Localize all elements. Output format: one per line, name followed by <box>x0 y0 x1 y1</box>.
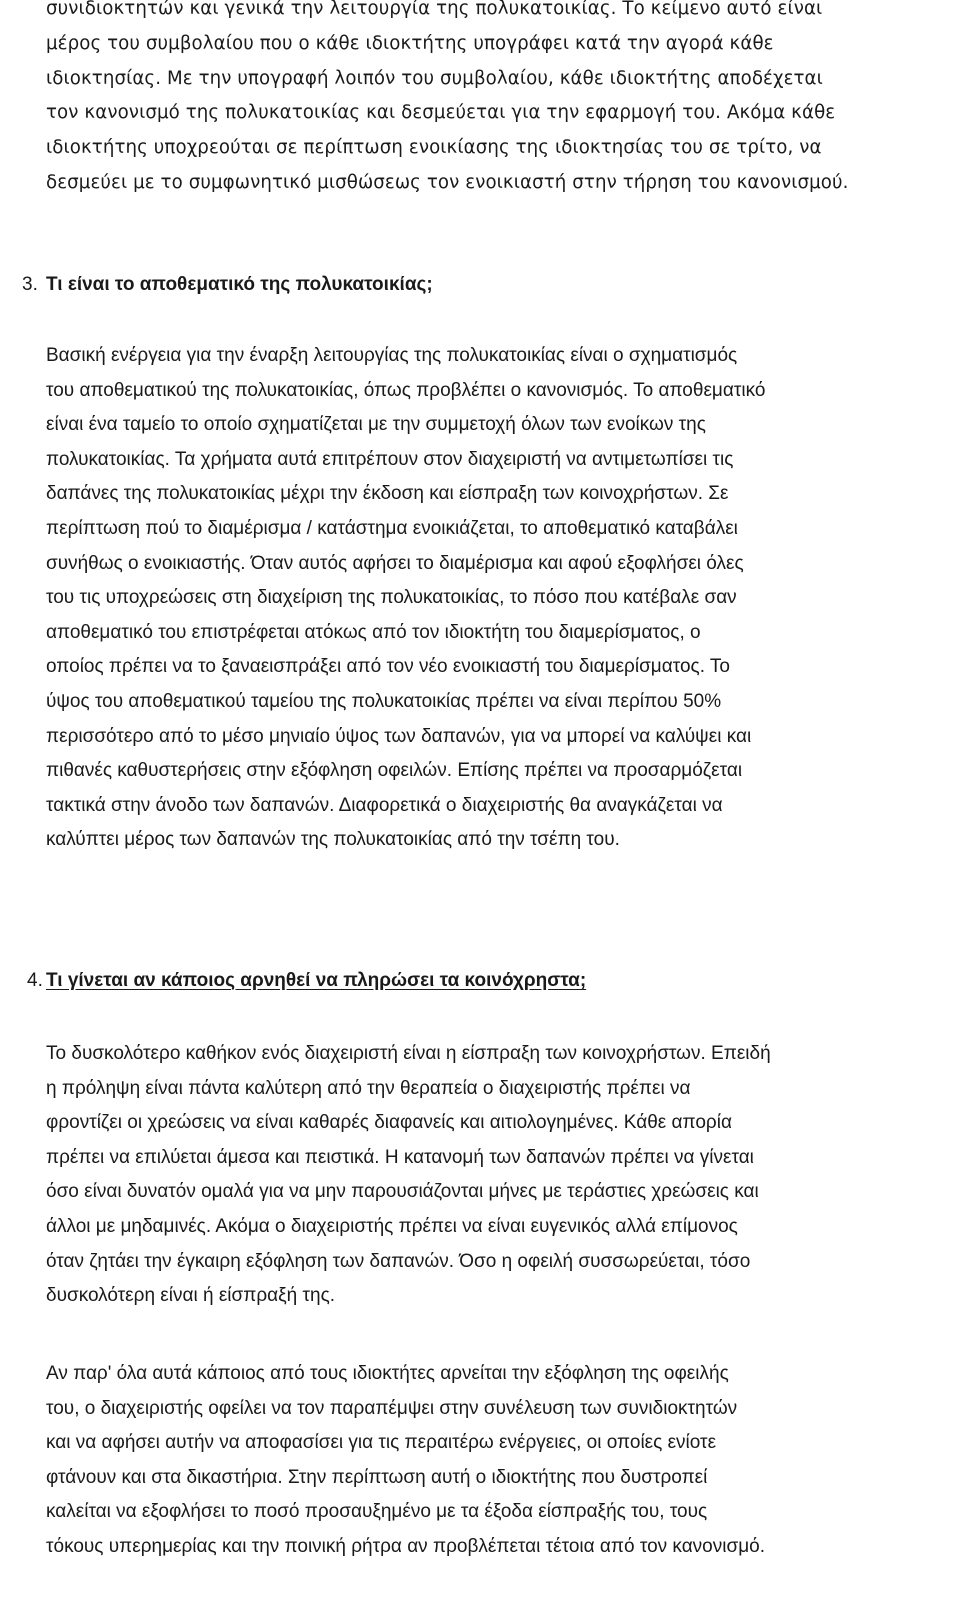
section-3-paragraph <box>46 339 946 858</box>
paragraph-line: πιθανές καθυστερήσεις στην εξόφληση οφειλών. Επίσης πρέπει να προσαρμόζεται <box>46 760 743 782</box>
paragraph-line: όταν ζητάει την έγκαιρη εξόφληση των δαπανών. Όσο η οφειλή συσσωρεύεται, τόσο <box>46 1250 751 1272</box>
intro-line: μέρος του συμβολαίου που ο κάθε ιδιοκτήτης υπογράφει κατά την αγορά κάθε <box>46 32 774 54</box>
paragraph-line: φροντίζει οι χρεώσεις να είναι καθαρές διαφανείς και αιτιολογημένες. Κάθε απορία <box>46 1112 732 1134</box>
paragraph-line: του αποθεματικού της πολυκατοικίας, όπως προβλέπει ο κανονισμός. Το αποθεματικό <box>46 379 766 401</box>
intro-line: ιδιοκτήτης υποχρεούται σε περίπτωση ενοικίασης της ιδιοκτησίας του σε τρίτο, να <box>46 137 822 159</box>
paragraph-line: η πρόληψη είναι πάντα καλύτερη από την θεραπεία ο διαχειριστής πρέπει να <box>46 1077 691 1099</box>
paragraph-line: τακτικά στην άνοδο των δαπανών. Διαφορετικά ο διαχειριστής θα αναγκάζεται να <box>46 794 723 816</box>
paragraph-line: αποθεματικό του επιστρέφεται ατόκως από τον ιδιοκτήτη του διαμερίσματος, ο <box>46 621 701 643</box>
paragraph-line: δυσκολότερη είναι ή είσπραξή της. <box>46 1285 336 1307</box>
paragraph-line: τόκους υπερημερίας και την ποινική ρήτρα αν προβλέπεται τέτοια από τον κανονισμό. <box>46 1535 765 1557</box>
paragraph-line: Βασική ενέργεια για την έναρξη λειτουργίας της πολυκατοικίας είναι ο σχηματισμός <box>46 345 738 366</box>
section-4-title: Τι γίνεται αν κάποιος αρνηθεί να πληρώσει τα κοινόχρηστα; <box>46 970 587 991</box>
paragraph-line: Το δυσκολότερο καθήκον ενός διαχειριστή είναι η είσπραξη των κοινοχρήστων. Επειδή <box>46 1043 771 1064</box>
paragraph-line: ύψος του αποθεματικού ταμείου της πολυκατοικίας πρέπει να είναι περίπου 50% <box>46 690 722 712</box>
intro-line: τον κανονισμό της πολυκατοικίας και δεσμεύεται για την εφαρμογή του. Ακόμα κάθε <box>46 102 836 124</box>
paragraph-line: του, ο διαχειριστής οφείλει να τον παραπέμψει στην συνέλευση των συνιδιοκτητών <box>46 1397 738 1419</box>
paragraph-line: άλλοι με μηδαμινές. Ακόμα ο διαχειριστής πρέπει να είναι ευγενικός αλλά επίμονος <box>46 1215 738 1237</box>
paragraph-line: καλύπτει μέρος των δαπανών της πολυκατοικίας από την τσέπη του. <box>46 829 620 851</box>
section-4-number: 4. <box>27 970 43 991</box>
section-4-paragraph-2 <box>46 1357 946 1565</box>
paragraph-line: περίπτωση πού το διαμέρισμα / κατάστημα ενοικιάζεται, το αποθεματικό καταβάλει <box>46 517 738 539</box>
section-3-title: Τι είναι το αποθεματικό της πολυκατοικίας; <box>46 274 433 295</box>
intro-line: δεσμεύει με το συμφωνητικό μισθώσεως τον ενοικιαστή στην τήρηση του κανονισμού. <box>46 171 849 193</box>
paragraph-line: είναι ένα ταμείο το οποίο σχηματίζεται με την συμμετοχή όλων των ενοίκων της <box>46 414 706 436</box>
paragraph-line: πολυκατοικίας. Τα χρήματα αυτά επιτρέπουν στον διαχειριστή να αντιμετωπίσει τις <box>46 448 734 470</box>
paragraph-line: όσο είναι δυνατόν ομαλά για να μην παρουσιάζονται μήνες με τεράστιες χρεώσεις και <box>46 1181 759 1203</box>
paragraph-line: περισσότερο από το μέσο μηνιαίο ύψος των δαπανών, για να μπορεί να καλύψει και <box>46 725 752 747</box>
paragraph-line: καλείται να εξοφλήσει το ποσό προσαυξημένο με τα έξοδα είσπραξής του, τους <box>46 1501 708 1523</box>
paragraph-line: του τις υποχρεώσεις στη διαχείριση της πολυκατοικίας, το πόσο που κατέβαλε σαν <box>46 587 737 609</box>
section-3-number: 3. <box>22 274 38 295</box>
intro-paragraph <box>46 0 946 201</box>
paragraph-line: οποίος πρέπει να το ξαναεισπράξει από τον νέο ενοικιαστή του διαμερίσματος. Το <box>46 656 730 678</box>
paragraph-line: φτάνουν και στα δικαστήρια. Στην περίπτωση αυτή ο ιδιοκτήτης που δυστροπεί <box>46 1466 708 1488</box>
paragraph-line: πρέπει να επιλύεται άμεσα και πειστικά. Η κατανομή των δαπανών πρέπει να γίνεται <box>46 1146 754 1168</box>
intro-line: ιδιοκτησίας. Με την υπογραφή λοιπόν του συμβολαίου, κάθε ιδιοκτήτης αποδέχεται <box>46 67 823 89</box>
paragraph-line: συνήθως ο ενοικιαστής. Όταν αυτός αφήσει το διαμέρισμα και αφού εξοφλήσει όλες <box>46 552 744 574</box>
intro-line: συνιδιοκτητών και γενικά την λειτουργία της πολυκατοικίας. Το κείμενο αυτό είναι <box>46 0 823 19</box>
paragraph-line: και να αφήσει αυτήν να αποφασίσει για τις περαιτέρω ενέργειες, οι οποίες ενίοτε <box>46 1432 717 1454</box>
paragraph-line: δαπάνες της πολυκατοικίας μέχρι την έκδοση και είσπραξη των κοινοχρήστων. Σε <box>46 483 729 505</box>
paragraph-line: Αν παρ' όλα αυτά κάποιος από τους ιδιοκτήτες αρνείται την εξόφληση της οφειλής <box>46 1363 729 1384</box>
section-4-paragraph-1 <box>46 1037 946 1314</box>
